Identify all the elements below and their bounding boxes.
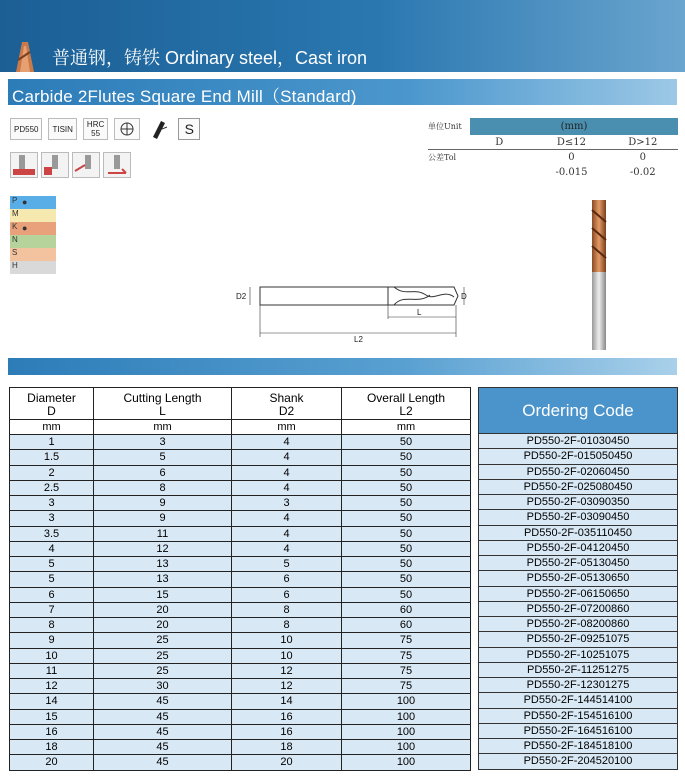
- table-cell: 50: [342, 587, 471, 602]
- table-cell: 45: [94, 694, 232, 709]
- table-cell: 9: [94, 511, 232, 526]
- tol-upper-le: 0: [568, 152, 575, 163]
- ordering-code-cell: PD550-2F-02060450: [478, 465, 678, 480]
- table-cell: 50: [342, 557, 471, 572]
- table-cell: 75: [342, 663, 471, 678]
- ordering-code-cell: PD550-2F-035110450: [478, 526, 678, 541]
- table-cell: 12: [94, 541, 232, 556]
- unit-value: (mm): [470, 118, 678, 135]
- header-banner: [0, 0, 685, 72]
- table-cell: 8: [10, 618, 94, 633]
- d-label: D: [461, 292, 467, 301]
- ordering-code-cell: PD550-2F-03090350: [478, 495, 678, 510]
- table-cell: 6: [94, 465, 232, 480]
- table-cell: 15: [94, 587, 232, 602]
- table-cell: 100: [342, 724, 471, 739]
- end-mill-logo-icon: [8, 40, 40, 72]
- ordering-code-cell: PD550-2F-05130450: [478, 556, 678, 571]
- table-cell: 4: [232, 450, 342, 465]
- table-row: [10, 724, 471, 739]
- table-cell: 75: [342, 648, 471, 663]
- table-cell: 25: [94, 648, 232, 663]
- table-row: [10, 755, 471, 770]
- table-cell: 25: [94, 633, 232, 648]
- table-cell: 50: [342, 435, 471, 450]
- table-cell: 4: [232, 526, 342, 541]
- table-cell: 25: [94, 663, 232, 678]
- table-cell: 10: [232, 648, 342, 663]
- table-row: [10, 679, 471, 694]
- product-title-bar: [8, 79, 677, 105]
- ordering-code-cell: PD550-2F-07200860: [478, 602, 678, 617]
- table-row: [10, 480, 471, 495]
- table-cell: 9: [94, 496, 232, 511]
- table-cell: 12: [10, 679, 94, 694]
- table-cell: 20: [232, 755, 342, 770]
- table-cell: 3: [94, 435, 232, 450]
- table-cell: 50: [342, 541, 471, 556]
- table-cell: 1.5: [10, 450, 94, 465]
- unit-label: 单位Unit: [428, 122, 462, 131]
- coating-label: TISIN: [48, 118, 76, 140]
- table-cell: 3: [10, 511, 94, 526]
- tol-upper-gt: 0: [639, 152, 646, 163]
- table-cell: 45: [94, 755, 232, 770]
- col-d: D: [495, 136, 504, 148]
- table-row: [10, 541, 471, 556]
- table-cell: 7: [10, 602, 94, 617]
- l2-label: L2: [354, 335, 363, 344]
- ordering-code-header: Ordering Code: [478, 387, 678, 434]
- ordering-code-cell: PD550-2F-03090450: [478, 510, 678, 525]
- table-cell: 18: [10, 740, 94, 755]
- table-cell: 3: [10, 496, 94, 511]
- material-row-k: K ●: [10, 222, 56, 235]
- table-cell: 50: [342, 526, 471, 541]
- col-gt12: D>12: [628, 136, 658, 148]
- table-cell: 20: [94, 602, 232, 617]
- material-code: PD550: [10, 118, 42, 140]
- tol-lower-le: -0.015: [555, 167, 588, 178]
- table-row: [10, 496, 471, 511]
- table-cell: 14: [10, 694, 94, 709]
- table-row: [10, 526, 471, 541]
- table-cell: 4: [232, 465, 342, 480]
- table-cell: 45: [94, 724, 232, 739]
- slotting-icon: [10, 152, 38, 178]
- table-cell: 8: [94, 480, 232, 495]
- ordering-code-cell: PD550-2F-01030450: [478, 434, 678, 449]
- ordering-code-cell: PD550-2F-184518100: [478, 739, 678, 754]
- table-cell: 75: [342, 679, 471, 694]
- section-divider-bar: [8, 358, 677, 375]
- ordering-code-column: [478, 387, 678, 770]
- ordering-code-cell: PD550-2F-06150650: [478, 587, 678, 602]
- table-cell: 8: [232, 618, 342, 633]
- ordering-code-cell: PD550-2F-11251275: [478, 663, 678, 678]
- application-icons: [10, 152, 131, 178]
- table-cell: 6: [10, 587, 94, 602]
- end-mill-product-photo: [584, 198, 614, 353]
- col-le12: D≤12: [556, 136, 586, 148]
- hrc-value: 55: [91, 129, 101, 138]
- table-cell: 5: [10, 572, 94, 587]
- ramping-icon: [103, 152, 131, 178]
- table-cell: 4: [10, 541, 94, 556]
- table-cell: 5: [10, 557, 94, 572]
- dimension-table: [9, 387, 471, 771]
- table-cell: 8: [232, 602, 342, 617]
- table-cell: 16: [232, 709, 342, 724]
- table-cell: 4: [232, 511, 342, 526]
- side-milling-icon: [72, 152, 100, 178]
- flute-count-icon: [114, 118, 140, 140]
- material-row-n: N: [10, 235, 56, 248]
- table-cell: 16: [10, 724, 94, 739]
- hrc-label: HRC: [86, 120, 105, 129]
- table-cell: 50: [342, 511, 471, 526]
- table-row: [10, 740, 471, 755]
- table-cell: 75: [342, 633, 471, 648]
- table-cell: 9: [10, 633, 94, 648]
- table-cell: 50: [342, 465, 471, 480]
- table-row: [10, 450, 471, 465]
- table-row: [10, 709, 471, 724]
- table-row: [10, 511, 471, 526]
- ordering-code-cell: PD550-2F-05130650: [478, 571, 678, 586]
- table-cell: 18: [232, 740, 342, 755]
- table-cell: 2: [10, 465, 94, 480]
- table-cell: 12: [232, 663, 342, 678]
- table-cell: 45: [94, 709, 232, 724]
- table-cell: 4: [232, 435, 342, 450]
- table-cell: 12: [232, 679, 342, 694]
- ordering-code-cell: PD550-2F-144514100: [478, 693, 678, 708]
- hrc-badge: [83, 118, 108, 140]
- ordering-code-cell: PD550-2F-154516100: [478, 709, 678, 724]
- table-cell: 4: [232, 541, 342, 556]
- table-cell: 3: [232, 496, 342, 511]
- ordering-code-cell: PD550-2F-04120450: [478, 541, 678, 556]
- header-title: 普通钢，铸铁 Ordinary steel，Cast iron: [52, 48, 368, 68]
- table-cell: 11: [94, 526, 232, 541]
- d2-label: D2: [236, 292, 247, 301]
- table-row: [10, 602, 471, 617]
- table-row: [10, 694, 471, 709]
- table-row: [10, 618, 471, 633]
- material-row-s: S: [10, 248, 56, 261]
- table-cell: 100: [342, 694, 471, 709]
- table-cell: 10: [232, 633, 342, 648]
- table-cell: 10: [10, 648, 94, 663]
- ordering-code-cell: PD550-2F-164516100: [478, 724, 678, 739]
- product-title: Carbide 2Flutes Square End Mill（Standard): [12, 87, 357, 106]
- helix-angle-icon: [146, 118, 172, 140]
- ordering-code-cell: PD550-2F-025080450: [478, 480, 678, 495]
- tol-lower-gt: -0.02: [629, 167, 656, 178]
- table-cell: 100: [342, 709, 471, 724]
- col-cutting-length: Cutting Length L: [94, 388, 232, 420]
- table-cell: 20: [10, 755, 94, 770]
- l-label: L: [417, 308, 422, 317]
- table-cell: 100: [342, 755, 471, 770]
- ordering-code-cell: PD550-2F-015050450: [478, 449, 678, 464]
- units-row: mm mm mm mm: [10, 420, 471, 435]
- table-cell: 60: [342, 602, 471, 617]
- table-cell: 2.5: [10, 480, 94, 495]
- ordering-code-cell: PD550-2F-10251075: [478, 648, 678, 663]
- ordering-code-cell: PD550-2F-09251075: [478, 632, 678, 647]
- table-row: [10, 557, 471, 572]
- ordering-code-cell: PD550-2F-12301275: [478, 678, 678, 693]
- table-cell: 1: [10, 435, 94, 450]
- table-cell: 45: [94, 740, 232, 755]
- table-row: [10, 435, 471, 450]
- table-cell: 20: [94, 618, 232, 633]
- profiling-icon: [41, 152, 69, 178]
- table-cell: 60: [342, 618, 471, 633]
- table-row: [10, 465, 471, 480]
- table-row: [10, 648, 471, 663]
- table-cell: 4: [232, 480, 342, 495]
- table-cell: 16: [232, 724, 342, 739]
- material-row-p: P ●: [10, 196, 56, 209]
- table-row: [10, 663, 471, 678]
- table-cell: 30: [94, 679, 232, 694]
- table-row: [10, 587, 471, 602]
- table-row: [10, 572, 471, 587]
- table-cell: 14: [232, 694, 342, 709]
- table-cell: 50: [342, 572, 471, 587]
- material-suitability-chart: [10, 196, 56, 274]
- table-cell: 5: [94, 450, 232, 465]
- spec-icons: [10, 118, 200, 140]
- col-overall-length: Overall Length L2: [342, 388, 471, 420]
- table-cell: 50: [342, 496, 471, 511]
- table-row: [10, 633, 471, 648]
- ordering-code-cell: PD550-2F-204520100: [478, 754, 678, 769]
- table-cell: 6: [232, 587, 342, 602]
- col-diameter: Diameter D: [10, 388, 94, 420]
- material-row-m: M: [10, 209, 56, 222]
- ordering-code-cell: PD550-2F-08200860: [478, 617, 678, 632]
- shank-type-badge: S: [178, 118, 200, 140]
- table-cell: 100: [342, 740, 471, 755]
- table-cell: 13: [94, 572, 232, 587]
- table-cell: 3.5: [10, 526, 94, 541]
- table-cell: 13: [94, 557, 232, 572]
- material-row-h: H: [10, 261, 56, 274]
- tol-label: 公差Tol: [428, 153, 457, 162]
- col-shank: Shank D2: [232, 388, 342, 420]
- dimension-drawing: [234, 275, 474, 347]
- table-cell: 15: [10, 709, 94, 724]
- table-cell: 50: [342, 480, 471, 495]
- table-cell: 5: [232, 557, 342, 572]
- table-cell: 50: [342, 450, 471, 465]
- tolerance-table: [428, 118, 678, 180]
- table-cell: 11: [10, 663, 94, 678]
- table-cell: 6: [232, 572, 342, 587]
